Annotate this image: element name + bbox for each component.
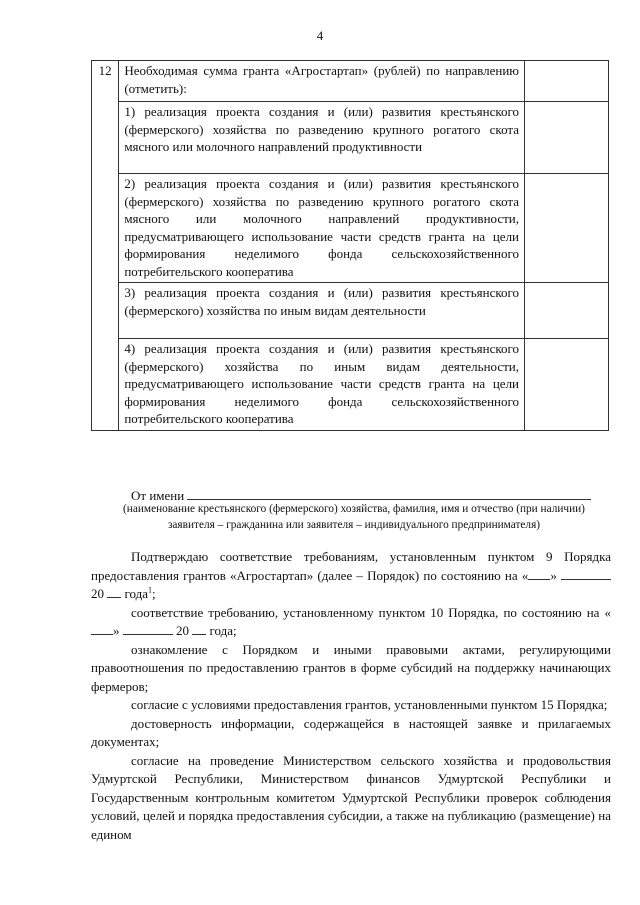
paragraph-4: согласие с условиями предоставления грантов, установленными пунктом 15 Порядка;	[131, 697, 608, 712]
year-field[interactable]	[107, 586, 121, 598]
applicant-label: От имени	[131, 488, 185, 503]
table-row	[92, 102, 609, 174]
declaration-text	[91, 548, 611, 844]
checkbox-cell[interactable]	[525, 283, 609, 339]
paragraph-3: ознакомление с Порядком и иными правовыми актами, регулирующими правоотношения по предоставлению грантов в форме субсидий на поддержку начинающих фермеров;	[91, 641, 611, 694]
month-field[interactable]	[561, 568, 611, 580]
year-field[interactable]	[192, 623, 206, 635]
option-1: 1) реализация проекта создания и (или) развития крестьянского (фермерского) хозяйства по разведению крупного рогатого скота мясного или молочного направлений продуктивности	[119, 102, 525, 174]
table-row	[92, 283, 609, 339]
option-2: 2) реализация проекта создания и (или) развития крестьянского (фермерского) хозяйства по разведению крупного рогатого скота мясного или молочного направлений продуктивности, предусматривающего использование части средств гранта на цели формирования неделимого фонда сельскохозяйственного потребительского кооператива	[119, 174, 525, 283]
checkbox-cell[interactable]	[525, 102, 609, 174]
checkbox-cell[interactable]	[525, 339, 609, 431]
row-number: 12	[92, 61, 119, 431]
day-field[interactable]	[91, 623, 113, 635]
paragraph-5: достоверность информации, содержащейся в настоящей заявке и прилагаемых документах;	[91, 715, 611, 749]
applicant-note: (наименование крестьянского (фермерского) хозяйства, фамилия, имя и отчество (при наличии) заявителя – гражданина или заявителя – индивидуального предпринимателя)	[123, 503, 585, 531]
table-row	[92, 61, 609, 102]
table-header-cell: Необходимая сумма гранта «Агростартап» (рублей) по направлению (отметить):	[119, 61, 525, 102]
option-3: 3) реализация проекта создания и (или) развития крестьянского (фермерского) хозяйства по иным видам деятельности	[119, 283, 525, 339]
month-field[interactable]	[123, 623, 173, 635]
footnote-mark: 1	[148, 585, 153, 595]
checkbox-cell[interactable]	[525, 61, 609, 102]
table-row	[92, 339, 609, 431]
applicant-name-field[interactable]	[187, 487, 591, 500]
page-number: 4	[316, 28, 324, 43]
paragraph-1: Подтверждаю соответствие требованиям, установленным пунктом 9 Порядка предоставления грантов «Агростартап» (далее – Порядок) по состоянию на « » 20 года$^1$;	[91, 549, 611, 601]
paragraph-6: согласие на проведение Министерством сельского хозяйства и продовольствия Удмуртской Республики, Министерством финансов Удмуртской Республики и Государственным контрольным комитетом Удмуртской Республики проверок соблюдения условий, целей и порядка предоставления субсидии, а также на публикацию (размещение) на едином	[91, 752, 611, 842]
checkbox-cell[interactable]	[525, 174, 609, 283]
table-row	[92, 174, 609, 283]
option-4: 4) реализация проекта создания и (или) развития крестьянского (фермерского) хозяйства по иным видам деятельности, предусматривающего использование части средств гранта на цели формирования неделимого фонда сельскохозяйственного потребительского кооператива	[119, 339, 525, 431]
grant-direction-table	[91, 60, 609, 431]
day-field[interactable]	[528, 568, 550, 580]
paragraph-2: соответствие требованию, установленному пунктом 10 Порядка, по состоянию на «» 20 года;	[91, 604, 611, 641]
